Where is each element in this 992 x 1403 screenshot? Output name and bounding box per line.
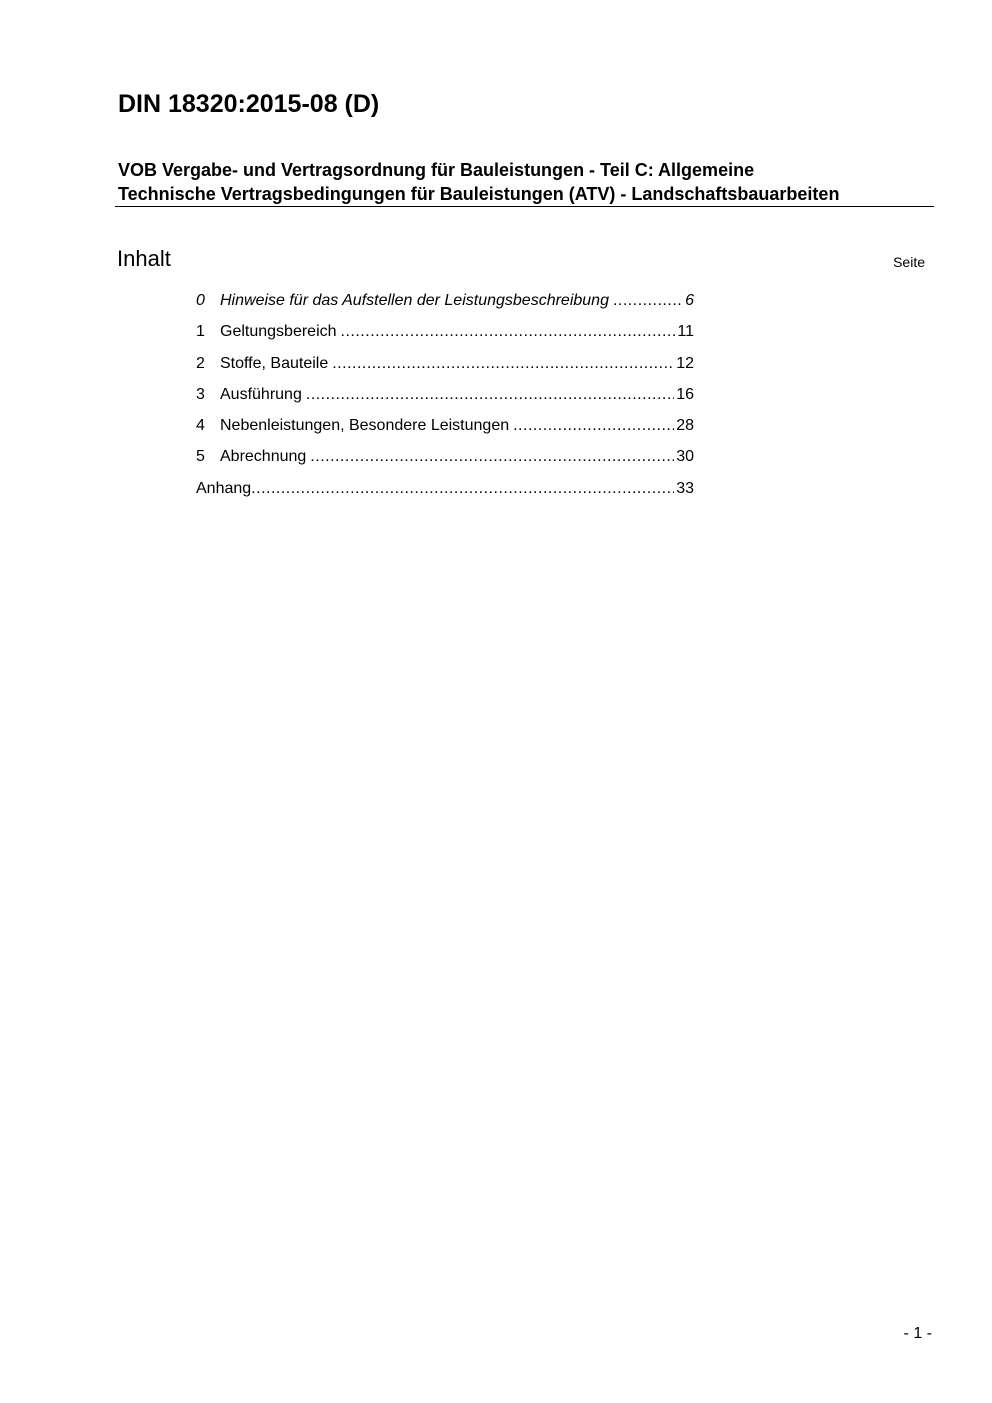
toc-dot-leader — [613, 288, 683, 314]
header-divider — [115, 206, 934, 207]
toc-entry-label: Ausführung — [220, 385, 302, 403]
subtitle-line-2: Technische Vertragsbedingungen für Bauleistungen (ATV) - Landschaftsbauarbeiten — [118, 184, 840, 204]
toc-entry-page: 30 — [676, 448, 694, 466]
toc-entry-4[interactable] — [196, 413, 694, 444]
toc-entry-label: Abrechnung — [220, 448, 307, 466]
toc-entry-label: Hinweise für das Aufstellen der Leistungsbeschreibung — [220, 292, 609, 309]
toc-dot-leader — [513, 413, 674, 439]
toc-entry-label: Stoffe, Bauteile — [220, 354, 329, 372]
document-subtitle — [118, 158, 938, 206]
toc-entry-page: 28 — [676, 417, 694, 435]
toc-dot-leader — [332, 351, 674, 377]
toc-entry-number: 1 — [196, 323, 205, 341]
toc-entry-number: 3 — [196, 385, 205, 403]
toc-entry-page: 16 — [676, 385, 694, 403]
toc-entry-label: Geltungsbereich — [220, 323, 337, 341]
toc-entry-0[interactable] — [196, 288, 694, 319]
toc-entry-number: 5 — [196, 448, 205, 466]
page-number: - 1 - — [903, 1325, 932, 1342]
toc-entry-2[interactable] — [196, 351, 694, 382]
toc-entry-1[interactable] — [196, 319, 694, 350]
toc-dot-leader — [341, 319, 676, 345]
toc-entry-3[interactable] — [196, 382, 694, 413]
toc-entry-number: 0 — [196, 292, 205, 309]
toc-entry-page: 12 — [676, 354, 694, 372]
document-title: DIN 18320:2015-08 (D) — [118, 90, 380, 118]
table-of-contents — [196, 288, 694, 507]
subtitle-line-1: VOB Vergabe- und Vertragsordnung für Bauleistungen - Teil C: Allgemeine — [118, 160, 755, 180]
toc-entry-appendix[interactable] — [196, 476, 694, 507]
toc-entry-page: 11 — [677, 323, 694, 341]
toc-entry-label: Nebenleistungen, Besondere Leistungen — [220, 417, 510, 435]
toc-entry-number: 4 — [196, 417, 205, 435]
toc-entry-page: 33 — [676, 479, 694, 497]
toc-entry-number: 2 — [196, 354, 205, 372]
toc-dot-leader — [306, 382, 674, 408]
toc-dot-leader — [251, 476, 674, 502]
toc-entry-5[interactable] — [196, 444, 694, 475]
toc-heading: Inhalt — [117, 246, 171, 271]
toc-entry-label: Anhang — [196, 479, 252, 497]
toc-dot-leader — [310, 444, 674, 470]
toc-page-column-heading: Seite — [893, 254, 925, 270]
toc-entry-page: 6 — [685, 292, 694, 309]
